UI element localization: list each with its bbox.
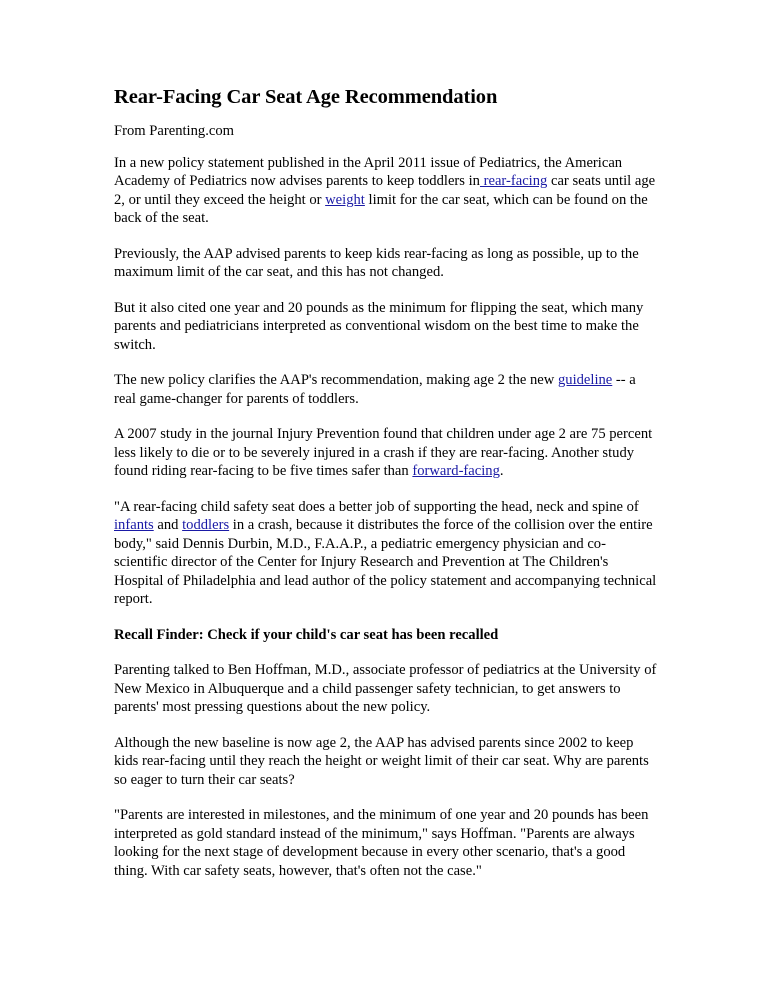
- paragraph-5-text-a: A 2007 study in the journal Injury Prevention found that children under age 2 are 75 percent less likely to die or to be severely injured in a crash if they are rear-facing. Another study found riding rear-facing to be five times safer than: [114, 426, 653, 479]
- paragraph-1-text-a: In a new policy statement published in the April 2011 issue of Pediatrics, the American Academy of Pediatrics now advises parents to keep toddlers in: [114, 154, 623, 189]
- paragraph-4-text-a: The new policy clarifies the AAP's recommendation, making age 2 the new: [114, 372, 558, 388]
- paragraph-2: Previously, the AAP advised parents to keep kids rear-facing as long as possible, up to the maximum limit of the car seat, and this has not changed.: [114, 245, 639, 280]
- paragraph-6-text-b: and: [153, 517, 183, 533]
- infants-link[interactable]: infants: [114, 517, 154, 533]
- paragraph-4: [114, 371, 659, 408]
- weight-link[interactable]: weight: [325, 191, 365, 208]
- paragraph-5-text-b: .: [499, 463, 504, 479]
- paragraph-6: [114, 498, 659, 609]
- paragraph-1: [114, 154, 659, 228]
- paragraph-6-text-a: "A rear-facing child safety seat does a better job of supporting the head, neck and spine of: [114, 498, 639, 515]
- page-title: Rear-Facing Car Seat Age Recommendation: [114, 86, 498, 108]
- paragraph-1-text-c: limit for the car seat, which can be found on the back of the seat.: [114, 191, 648, 226]
- paragraph-5: [114, 425, 659, 481]
- paragraph-7: Parenting talked to Ben Hoffman, M.D., associate professor of pediatrics at the University of New Mexico in Albuquerque and a child passenger safety technician, to get answers to parents' most pressing questions about the new policy.: [114, 662, 657, 715]
- paragraph-3: But it also cited one year and 20 pounds as the minimum for flipping the seat, which many parents and pediatricians interpreted as conventional wisdom on the best time to make the switch.: [114, 299, 644, 353]
- recall-finder-heading: Recall Finder: Check if your child's car seat has been recalled: [114, 626, 499, 643]
- forward-facing-link[interactable]: forward-facing: [412, 463, 500, 479]
- paragraph-9: "Parents are interested in milestones, and the minimum of one year and 20 pounds has been interpreted as gold standard instead of the minimum," says Hoffman. "Parents are always looking for the next stage of development because in every other scenario, that's a good thing. With car safety seats, however, that's often not the case.": [114, 807, 649, 879]
- rear-facing-link[interactable]: rear-facing: [479, 173, 548, 189]
- source-line: From Parenting.com: [114, 123, 234, 139]
- guideline-link[interactable]: guideline: [557, 372, 613, 388]
- paragraph-1-text-b: car seats until age 2, or until they exceed the height or: [114, 173, 656, 208]
- paragraph-4-text-b: -- a real game-changer for parents of toddlers.: [114, 372, 636, 407]
- toddlers-link[interactable]: toddlers: [182, 517, 230, 533]
- paragraph-8: Although the new baseline is now age 2, the AAP has advised parents since 2002 to keep kids rear-facing until they reach the height or weight limit of their car seat. Why are parents so eager to turn their car seats?: [114, 734, 649, 788]
- document-body: [114, 84, 659, 897]
- paragraph-6-text-c: in a crash, because it distributes the force of the collision over the entire body," said Dennis Durbin, M.D., F.A.A.P., a pediatric emergency physician and co-scientific director of the Center for Injury Research and Prevention at The Children's Hospital of Philadelphia and lead author of the policy statement and accompanying technical report.: [114, 517, 657, 607]
